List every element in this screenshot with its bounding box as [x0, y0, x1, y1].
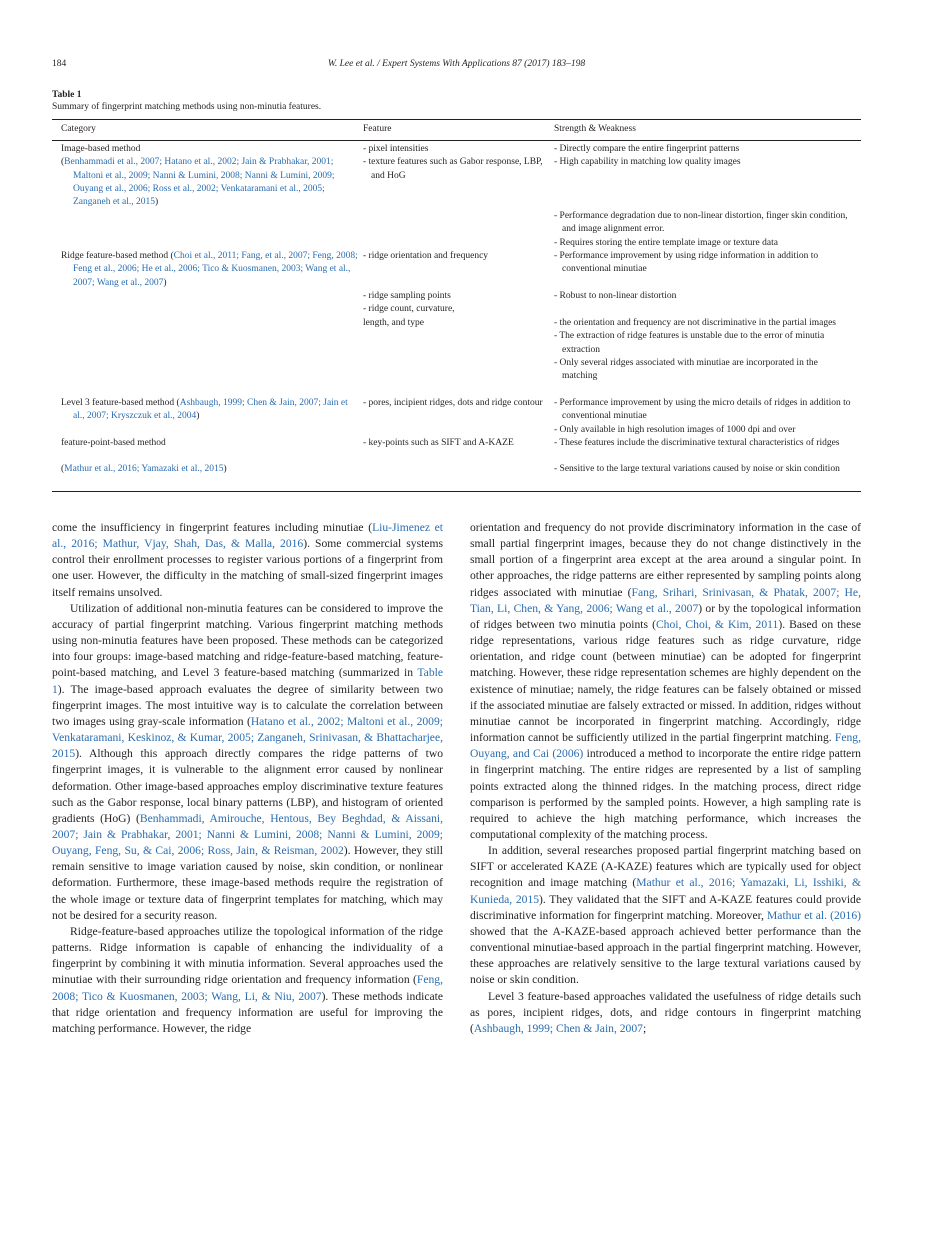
category-references: (Benhammadi et al., 2007; Hatano et al., 2002; Jain & Prabhakar, 2001; Maltoni et al., 2009; Nanni & Lumini, 2008; Nanni & Lumini, 2009; Ouyang et al., 2006; Ross et al., 2002; Venkataramani et al., 2005; Zanganeh et al., 2015)	[61, 157, 335, 208]
page-number: 184	[52, 59, 67, 69]
body-paragraph	[52, 520, 443, 601]
citation-link[interactable]: Fang, Srihari, Srinivasan, & Phatak, 2007; He, Tian, Li, Chen, & Yang, 2006; Wang et al., 2007	[470, 585, 861, 615]
category-name-with-references: Ridge feature-based method (Choi et al., 2011; Fang, et al., 2007; Feng, 2008; Feng et al., 2006; He et al., 2006; Tico & Kuosmanen, 2003; Wang et al., 2007; Wang et al., 2007)	[61, 251, 358, 288]
citation-link[interactable]: Benhammadi, Amirouche, Hentous, Bey Beghdad, & Aissani, 2007; Jain & Prabhakar, 2001; Nanni & Lumini, 2008; Nanni & Lumini, 2009; Ouyang, Feng, Su, & Cai, 2006; Ross, Jain, & Reisman, 2002	[52, 811, 443, 858]
citation-link[interactable]: Hatano et al., 2002; Maltoni et al., 2009; Venkataramani, Keskinoz, & Kumar, 2005; Zanganeh, Srinivasan, & Bhattacharjee, 2015	[52, 714, 443, 761]
summary-table	[52, 119, 861, 492]
weakness-item: - Sensitive to the large textural variations caused by noise or skin condition	[554, 464, 840, 474]
table-header-row	[52, 120, 861, 141]
strength-item: - High capability in matching low quality images	[554, 157, 741, 168]
paragraph-text: In addition, several researches proposed partial fingerprint matching based on SIFT or accelerated KAZE (A-KAZE) features which are typically used for object recognition and image matching (	[470, 844, 861, 890]
table-caption: Summary of fingerprint matching methods using non-minutia features.	[52, 102, 322, 112]
table-row-category	[61, 437, 359, 450]
strength-item: - These features include the discriminative textural characteristics of ridges	[554, 438, 840, 448]
table-label: Table 1	[52, 90, 82, 100]
category-name-with-references: Level 3 feature-based method (Ashbaugh, 1999; Chen & Jain, 2007; Jain et al., 2007; Kryszczuk et al., 2004)	[61, 398, 348, 422]
table-row-strengths	[554, 290, 854, 303]
citation-link[interactable]: Liu-Jimenez et al., 2016; Mathur, Vjay, Shah, Das, & Malla, 2016	[52, 521, 443, 551]
strength-item: - Directly compare the entire fingerprint patterns	[554, 144, 740, 154]
body-column-left	[52, 520, 443, 1160]
body-paragraph	[470, 989, 861, 1037]
strength-item: - Performance improvement by using the micro details of ridges in addition to conventional minutiae	[554, 398, 851, 422]
strength-item: - Performance improvement by using ridge information in addition to conventional minutiae	[554, 251, 819, 275]
table-row-strengths	[554, 397, 854, 437]
citation-link[interactable]: Mathur et al., 2016; Yamazaki, Li, Isshiki, & Kunieda, 2015	[470, 876, 861, 906]
strength-item: - Robust to non-linear distortion	[554, 291, 677, 301]
column-header-feature: Feature	[363, 124, 392, 134]
citation-link[interactable]: Feng, Ouyang, and Cai (2006)	[470, 731, 861, 761]
category-name: Ridge feature-based method	[61, 251, 169, 261]
weakness-item: - the orientation and frequency are not discriminative in the partial images	[554, 318, 836, 328]
table-row-weaknesses	[554, 463, 854, 476]
table-row-strengths	[554, 437, 854, 450]
body-paragraph	[470, 520, 861, 843]
table-row-strengths	[554, 250, 854, 277]
feature-item: - texture features such as Gabor response, LBP, and HoG	[363, 157, 543, 181]
paragraph-text: ). Based on these ridge representations, various ridge features such as ridge curvature, ridge orientation, and ridge count (between minutiae) can be adopted for fingerprint matching. However, these ridge representation schemes are highly dependent on the existence of minutiae; namely, the ridge features can be falsely obtained or missed if the associated minutiae are falsely extracted or missed. In addition, ridges without minutiae cannot be incorporated in fingerprint matching. Accordingly, ridge information cannot be sufficiently utilized in the partial fingerprint matching.	[470, 617, 861, 745]
strength-item: - Only available in high resolution images of 1000 dpi and over	[554, 424, 796, 435]
running-header	[52, 57, 861, 71]
category-name: Level 3 feature-based method	[61, 398, 175, 408]
citation-link[interactable]: Benhammadi et al., 2007; Hatano et al., 2002; Jain & Prabhakar, 2001; Maltoni et al., 2009; Nanni & Lumini, 2008; Nanni & Lumini, 2009; Ouyang et al., 2006; Ross et al., 2002; Venkataramani et al., 2005; Zanganeh et al., 2015	[64, 157, 335, 208]
running-head: W. Lee et al. / Expert Systems With Applications 87 (2017) 183–198	[327, 59, 586, 69]
column-header-category: Category	[61, 124, 96, 134]
paragraph-text: ). Some commercial systems control their enrollment processes to register various portions of a fingerprint from one user. However, the difficulty in the matching of small-sized fingerprint images itself remains unsolved.	[52, 537, 443, 599]
column-header-strength-weakness: Strength & Weakness	[554, 124, 636, 134]
table-row-category-refs	[61, 463, 359, 476]
body-column-right	[470, 520, 861, 1160]
paragraph-text: ). Although this approach directly compares the ridge patterns of two fingerprint images, it is vulnerable to the alignment error caused by nonlinear deformation. Other image-based approaches employ discriminative texture features such as the Gabor response, local binary patterns (LBP), and histogram of oriented gradients (HoG) (	[52, 747, 443, 825]
body-paragraph	[470, 843, 861, 988]
paragraph-text: Ridge-feature-based approaches utilize the topological information of the ridge patterns. Ridge information is capable of enhancing the individuality of a fingerprint by combining it with minutia information. Several approaches used the minutiae with their surrounding ridge orientation and frequency information (	[52, 924, 443, 987]
category-name: feature-point-based method	[61, 438, 166, 448]
paragraph-text: ). The image-based approach evaluates the degree of similarity between two fingerprint images. The most intuitive way is to calculate the correlation between two images using gray-scale information (	[52, 682, 443, 728]
paragraph-text: ;	[642, 1021, 647, 1035]
feature-item: - pixel intensities	[363, 144, 429, 154]
body-paragraph	[52, 601, 443, 924]
table-row-weaknesses	[554, 317, 854, 383]
table-row-category	[61, 397, 359, 424]
table-row-features	[363, 250, 553, 263]
category-references: (Mathur et al., 2016; Yamazaki et al., 2015)	[61, 464, 227, 474]
weakness-item: - Performance degradation due to non-linear distortion, finger skin condition, and image alignment error.	[554, 211, 848, 235]
paragraph-text: ). They validated that the SIFT and A-KAZE features could provide discriminative information for fingerprint matching. Moreover,	[470, 892, 861, 922]
citation-link[interactable]: Table 1	[52, 666, 443, 696]
table-row-category	[61, 250, 359, 290]
citation-link[interactable]: Choi, Choi, & Kim, 2011	[655, 617, 779, 631]
paragraph-text: introduced a method to incorporate the entire ridge pattern in fingerprint matching. The entire ridges are represented by a list of sampling points extracted along the thinned ridges. In the matching process, direct ridge comparison is performed by the sampled points. However, a high sampling rate is required to achieve the high matching performance, which increases the computational complexity of the matching process.	[470, 747, 861, 841]
table-row-strengths	[554, 143, 854, 170]
weakness-item: - The extraction of ridge features is unstable due to the error of minutia extraction	[554, 331, 825, 355]
citation-link[interactable]: Ashbaugh, 1999; Chen & Jain, 2007	[473, 1021, 643, 1035]
paragraph-text: Level 3 feature-based approaches validated the usefulness of ridge details such as pores, incipient ridges, dots, and ridge contours in fingerprint matching (	[470, 989, 861, 1035]
table-row-category	[61, 143, 359, 209]
paragraph-text: come the insufficiency in fingerprint features including minutiae (	[52, 521, 373, 534]
paragraph-text: ). These methods indicate that ridge orientation and frequency information are useful for improving the matching performance. However, the ridge	[52, 989, 443, 1035]
citation-link[interactable]: Mathur et al., 2016; Yamazaki et al., 2015	[64, 464, 224, 474]
table-row-features	[363, 143, 553, 183]
paragraph-text: Utilization of additional non-minutia features can be considered to improve the accuracy of partial fingerprint matching. Various fingerprint matching methods using non-minutia features have been proposed. These methods can be categorized into four groups: image-based matching and ridge-feature-based matching, feature-point-based matching, and Level 3 feature-based matching (summarized in	[52, 601, 443, 680]
citation-link[interactable]: Feng, 2008; Tico & Kuosmanen, 2003; Wang, Li, & Niu, 2007	[52, 973, 443, 1003]
paragraph-text: showed that the A-KAZE-based approach achieved better performance than the conventional minutiae-based approach in the partial fingerprint matching. However, these approaches are relatively sensitive to the large textural variations caused by noise or skin condition.	[470, 924, 861, 987]
feature-item: - ridge sampling points	[363, 291, 451, 301]
table-row-features	[363, 397, 553, 410]
table-row-features	[363, 290, 553, 330]
weakness-item: - Requires storing the entire template image or texture data	[554, 237, 778, 248]
table-row-weaknesses	[554, 210, 854, 250]
weakness-item: - Only several ridges associated with minutiae are incorporated in the matching	[554, 357, 818, 382]
paragraph-text: ) or by the topological information of ridges between two minutia points (	[470, 601, 861, 631]
citation-link[interactable]: Choi et al., 2011; Fang, et al., 2007; Feng, 2008; Feng et al., 2006; He et al., 2006; Tico & Kuosmanen, 2003; Wang et al., 2007; Wang et al., 2007	[73, 251, 358, 288]
paragraph-text: ). However, they still remain sensitive to image variation caused by noise, skin condition, or nonlinear deformation. Furthermore, these image-based methods require the registration of the whole image or texture data of fingerprint templates for matching, which may not be desired for a security reason.	[52, 844, 443, 922]
citation-link[interactable]: Ashbaugh, 1999; Chen & Jain, 2007; Jain et al., 2007; Kryszczuk et al., 2004	[73, 398, 348, 422]
feature-item: - ridge count, curvature,	[363, 304, 455, 315]
table-row-features	[363, 437, 553, 450]
feature-item: length, and type	[363, 317, 424, 328]
feature-item: - ridge orientation and frequency	[363, 251, 489, 261]
paragraph-text: orientation and frequency do not provide discriminatory information in the case of small partial fingerprint images, because they do not change distinctively in the small portion of a fingerprint area except at the area around a singular point. In other approaches, the ridge patterns are either represented by sampling points along ridges associated with minutiae (	[470, 521, 861, 599]
citation-link[interactable]: Mathur et al. (2016)	[767, 908, 861, 922]
body-paragraph	[52, 924, 443, 1037]
feature-item: - key-points such as SIFT and A-KAZE	[363, 438, 514, 448]
feature-item: - pores, incipient ridges, dots and ridge contour	[363, 398, 543, 408]
category-name: Image-based method	[61, 144, 141, 154]
